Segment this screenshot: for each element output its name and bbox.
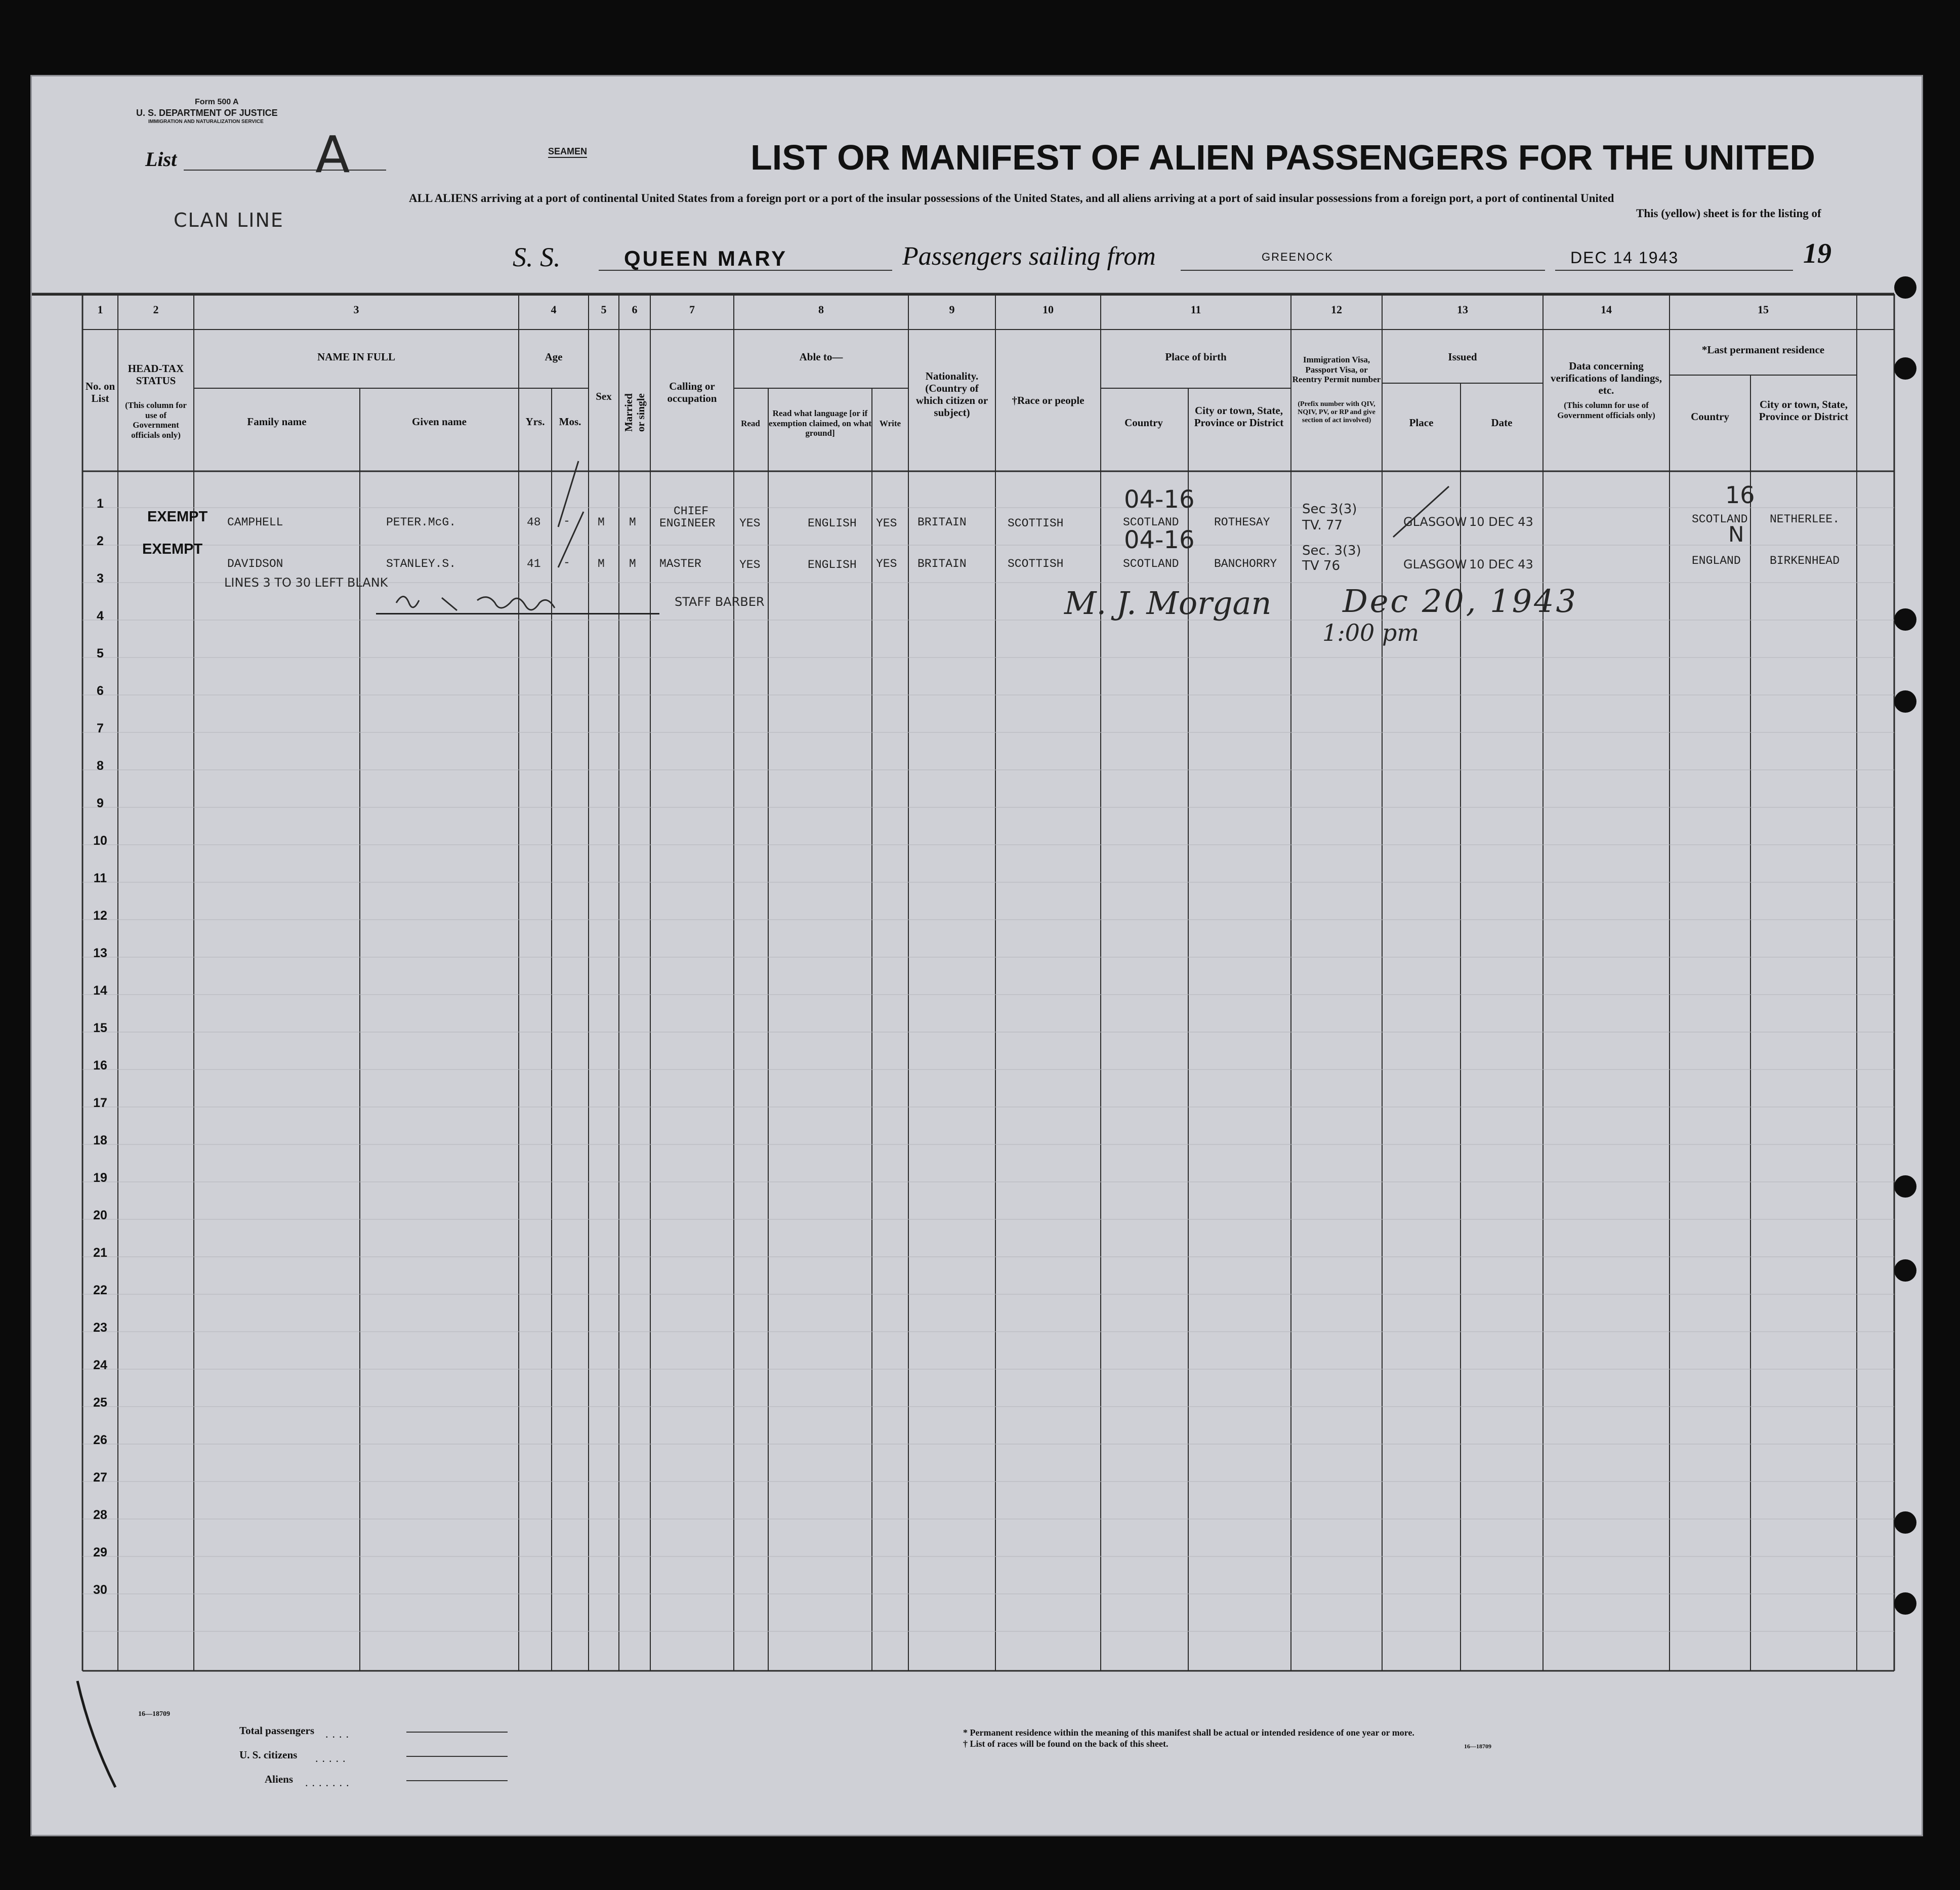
header-data-concerning: Data concerning verifications of landings, etc. [1551,360,1662,397]
row2-visa-1: Sec. 3(3) [1302,543,1361,558]
header-family-name: Family name [247,416,307,428]
row1-age-yrs: 48 [527,516,541,529]
dotted-leader-2: ..... [315,1752,350,1764]
col-number-4: 4 [551,303,557,316]
header-visa-note: (Prefix number with QIV, NQIV, PV, or RP and give section of act involved) [1298,400,1375,425]
seamen-stamp: SEAMEN [548,146,587,158]
row-number: 22 [93,1283,107,1297]
row-number: 4 [97,609,104,623]
lines-left-blank-note: LINES 3 TO 30 LEFT BLANK [224,576,388,590]
row2-code: 04-16 [1124,526,1195,554]
row-number: 5 [97,646,104,661]
binding-hole-2 [1894,357,1916,380]
row2-lr-code: N [1728,522,1744,547]
row1-issued-date: 10 DEC 43 [1469,515,1533,529]
header-married-single: Married or single [622,393,647,432]
row1-race: SCOTTISH [1008,517,1064,530]
binding-hole-8 [1894,1592,1916,1615]
row2-race: SCOTTISH [1008,557,1064,570]
row1-age-mos: - [563,515,570,528]
binding-hole-3 [1894,608,1916,631]
year-label: 19 [1803,238,1831,269]
col-number-8: 8 [818,303,824,316]
row1-family-name: CAMPHELL [227,516,283,529]
row-number: 17 [93,1096,107,1110]
row2-calling: MASTER [659,557,701,570]
row-number: 10 [93,834,107,848]
row1-sex: M [598,516,605,529]
clan-line-note: CLAN LINE [174,209,284,231]
row1-nationality: BRITAIN [918,516,967,529]
issued-check-mark [1388,481,1510,542]
service-name: IMMIGRATION AND NATURALIZATION SERVICE [148,119,264,125]
col-number-12: 12 [1331,303,1342,316]
row-number: 21 [93,1246,107,1260]
row1-lr-country: SCOTLAND [1692,513,1748,526]
row-number: 20 [93,1208,107,1222]
footnote-residence: * Permanent residence within the meaning of this manifest shall be actual or intended residence of one year or more. [963,1728,1414,1738]
header-head-tax: HEAD-TAX STATUS [128,362,184,387]
row2-issued-place: GLASGOW [1403,557,1467,571]
row-number: 29 [93,1545,107,1559]
row2-language: ENGLISH [808,558,857,571]
header-visa: Immigration Visa, Passport Visa, or Reentry Permit number [1292,355,1381,385]
manifest-sheet [30,75,1923,1836]
header-able-to: Able to— [799,351,843,363]
header-place-of-birth: Place of birth [1165,351,1227,363]
row-number: 15 [93,1021,107,1035]
row1-issued-place: GLASGOW [1403,515,1467,529]
row2-lr-country: ENGLAND [1692,554,1741,567]
row2-write: YES [876,557,897,570]
row1-birth-city: ROTHESAY [1214,516,1270,529]
row2-nationality: BRITAIN [918,557,967,570]
aliens-line [406,1780,508,1781]
col-number-9: 9 [949,303,955,316]
row2-read: YES [739,558,761,571]
header-read: Read [741,419,760,428]
margin-pencil-stroke [62,1676,133,1792]
header-issued: Issued [1448,351,1477,363]
row-number: 30 [93,1583,107,1597]
manifest-title: LIST OR MANIFEST OF ALIEN PASSENGERS FOR THE UNITED [750,138,1815,177]
binding-hole-4 [1894,690,1916,713]
header-pob-country: Country [1124,417,1163,429]
header-last-residence: *Last permanent residence [1701,344,1825,356]
port-name: GREENOCK [1262,251,1333,263]
row1-given-name: PETER.McG. [386,516,456,529]
header-name-in-full: NAME IN FULL [317,351,395,363]
inspection-time: 1:00 pm [1322,619,1419,646]
row-number: 3 [97,571,104,586]
row2-birth-city: BANCHORRY [1214,557,1277,570]
row2-family-name: DAVIDSON [227,557,283,570]
row-number: 28 [93,1508,107,1522]
row2-status: EXEMPT [142,541,203,557]
row-number: 25 [93,1395,107,1410]
dotted-leader-3: ....... [305,1776,353,1789]
row2-issued-date: 10 DEC 43 [1469,557,1533,571]
col-number-11: 11 [1190,303,1201,316]
col-number-5: 5 [601,303,607,316]
header-given-name: Given name [412,416,467,428]
row-number: 8 [97,759,104,773]
sailing-label: Passengers sailing from [902,242,1156,271]
col-number-6: 6 [632,303,638,316]
header-head-tax-note: (This column for use of Government officials only) [125,400,187,440]
inspection-date: Dec 20, 1943 [1343,583,1578,620]
col-number-13: 13 [1457,303,1468,316]
row-number: 11 [93,871,107,885]
row1-lr-city: NETHERLEE. [1770,513,1840,526]
row2-given-name: STANLEY.S. [386,557,456,570]
ss-label: S. S. [513,242,561,272]
row1-calling-1: CHIEF [674,505,709,518]
header-mos: Mos. [559,416,581,428]
row-number: 24 [93,1358,107,1372]
row-number: 27 [93,1470,107,1485]
row2-married: M [629,557,636,570]
col-number-3: 3 [353,303,359,316]
row-number: 14 [93,983,107,998]
row-number: 23 [93,1321,107,1335]
form-number: Form 500 A [195,98,239,106]
col-number-2: 2 [153,303,159,316]
row-number: 26 [93,1433,107,1447]
col-number-14: 14 [1601,303,1612,316]
binding-hole-1 [1894,276,1916,299]
us-citizens-line [406,1756,508,1757]
dotted-leader-1: .... [325,1728,353,1740]
row2-age-yrs: 41 [527,557,541,570]
col-number-10: 10 [1042,303,1054,316]
binding-hole-7 [1894,1511,1916,1534]
row1-married: M [629,516,636,529]
footer-aliens: Aliens [265,1773,294,1785]
row2-birth-country: SCOTLAND [1123,557,1179,570]
row1-write: YES [876,517,897,530]
row-number: 6 [97,684,104,698]
row-number: 18 [93,1133,107,1147]
total-passengers-line [406,1732,508,1733]
row1-status: EXEMPT [147,509,208,525]
ship-name: QUEEN MARY [624,246,788,270]
row-number: 16 [93,1058,107,1073]
row1-lr-code: 16 [1725,481,1755,509]
header-issued-date: Date [1491,417,1513,429]
col-number-15: 15 [1758,303,1769,316]
row1-code: 04-16 [1124,485,1195,514]
row1-language: ENGLISH [808,517,857,530]
header-data-note: (This column for use of Government officials only) [1557,400,1655,420]
row-number: 9 [97,796,104,810]
row2-sex: M [598,557,605,570]
list-value: A [315,125,350,184]
row-number: 1 [97,497,104,511]
header-race: †Race or people [1012,394,1085,406]
sailing-date: DEC 14 1943 [1570,249,1679,267]
header-age: Age [545,351,563,363]
footnote-races: † List of races will be found on the back of this sheet. [963,1739,1169,1749]
subtitle-line-2: This (yellow) sheet is for the listing of [1636,207,1821,220]
header-read-language: Read what language [or if exemption claimed, on what ground] [768,408,872,438]
header-nationality: Nationality. (Country of which citizen or subject) [915,370,988,419]
row1-visa-1: Sec 3(3) [1302,502,1357,517]
row-number: 19 [93,1171,107,1185]
table-grid [32,76,1925,1838]
header-calling: Calling or occupation [667,380,717,405]
col-number-1: 1 [97,303,103,316]
staff-barber-note: STAFF BARBER [675,595,765,609]
row-number: 12 [93,909,107,923]
footer-total-passengers: Total passengers [239,1724,314,1737]
list-label: List [145,148,177,171]
row1-birth-country: SCOTLAND [1123,516,1179,529]
header-yrs: Yrs. [525,416,545,428]
age-check-marks [543,451,644,613]
officer-signature: M. J. Morgan [1064,585,1272,622]
header-pob-city: City or town, State, Province or District [1194,404,1284,429]
print-code-left: 16—18709 [138,1710,170,1718]
row-number: 2 [97,534,104,548]
row1-calling-2: ENGINEER [659,517,716,530]
department-name: U. S. DEPARTMENT OF JUSTICE [136,108,278,118]
row-number: 13 [93,946,107,960]
row2-lr-city: BIRKENHEAD [1770,554,1840,567]
binding-hole-6 [1894,1259,1916,1282]
row2-age-mos: - [563,556,570,569]
row1-visa-2: TV. 77 [1302,518,1343,533]
header-no-on-list: No. on List [85,380,115,405]
header-write: Write [879,419,901,428]
header-lr-country: Country [1691,410,1729,423]
footer-us-citizens: U. S. citizens [239,1749,298,1761]
subtitle-line-1: ALL ALIENS arriving at a port of continental United States from a foreign port or a port of the insular possessions of the United States, and all aliens arriving at a port of said insular possessions from a foreign port, a port of continental United [409,192,1614,204]
row1-read: YES [739,517,761,530]
col-number-7: 7 [689,303,695,316]
print-code-footer: 16—18709 [1464,1743,1491,1750]
row2-visa-2: TV 76 [1302,558,1341,573]
header-lr-city: City or town, State, Province or District [1759,398,1849,423]
header-issued-place: Place [1409,417,1434,429]
binding-hole-5 [1894,1175,1916,1198]
header-sex: Sex [596,390,612,402]
row-number: 7 [97,721,104,735]
